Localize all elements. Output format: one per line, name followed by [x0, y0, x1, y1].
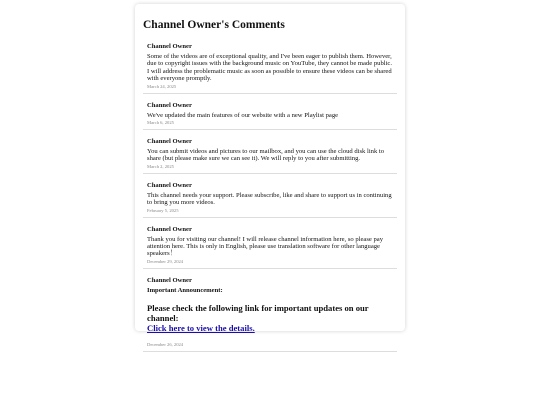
comment-text: This channel needs your support. Please subscribe, like and share to support us in continuing to bring you more videos. — [147, 191, 392, 207]
comment-date: March 6, 2025 — [147, 120, 174, 126]
comment-text: You can submit videos and pictures to our mailbox, and you can use the cloud disk link to share (but please make sure we can see it). We will reply to you after submitting. — [147, 148, 385, 163]
announcement-heading: Important Announcement: — [147, 286, 223, 294]
comment-author: Channel Owner — [147, 181, 192, 189]
comment-date: March 24, 2025 — [147, 83, 177, 89]
comment-date: February 5, 2025 — [147, 207, 179, 213]
announcement-item — [143, 273, 397, 352]
comment-author: Channel Owner — [147, 43, 192, 50]
comment-item — [143, 39, 397, 94]
comment-text: We've updated the main features of our website with a new Playlist page — [147, 111, 339, 119]
announcement-details-link[interactable]: Click here to view the details. — [147, 322, 255, 333]
comment-author: Channel Owner — [147, 138, 192, 146]
comments-panel — [135, 4, 405, 347]
comment-date: December 26, 2024 — [147, 341, 184, 347]
comment-text: Some of the videos are of exceptional quality, and I've been eager to publish them. However, due to copyright issues with the background music on YouTube, they cannot be made public. I will address the problematic music as soon as possible to ensure these videos can be shared with everyone promptly. — [147, 53, 392, 83]
announcement-message-block — [147, 303, 393, 333]
comment-author: Channel Owner — [147, 101, 192, 109]
comment-date: March 2, 2025 — [147, 163, 174, 169]
announcement-message: Please check the following link for important updates on our channel: — [147, 302, 369, 323]
comment-item — [143, 222, 397, 269]
comment-author: Channel Owner — [147, 276, 192, 284]
comment-date: December 29, 2024 — [147, 258, 184, 264]
comment-item — [143, 134, 397, 174]
comment-author: Channel Owner — [147, 225, 192, 233]
comment-text: Thank you for visiting our channel! I will release channel information here, so please pay attention here. This is only in English, please use translation software for other language speakers！ — [147, 235, 384, 258]
comment-item — [143, 178, 397, 218]
comment-item — [143, 98, 397, 130]
panel-title: Channel Owner's Comments — [143, 19, 285, 31]
